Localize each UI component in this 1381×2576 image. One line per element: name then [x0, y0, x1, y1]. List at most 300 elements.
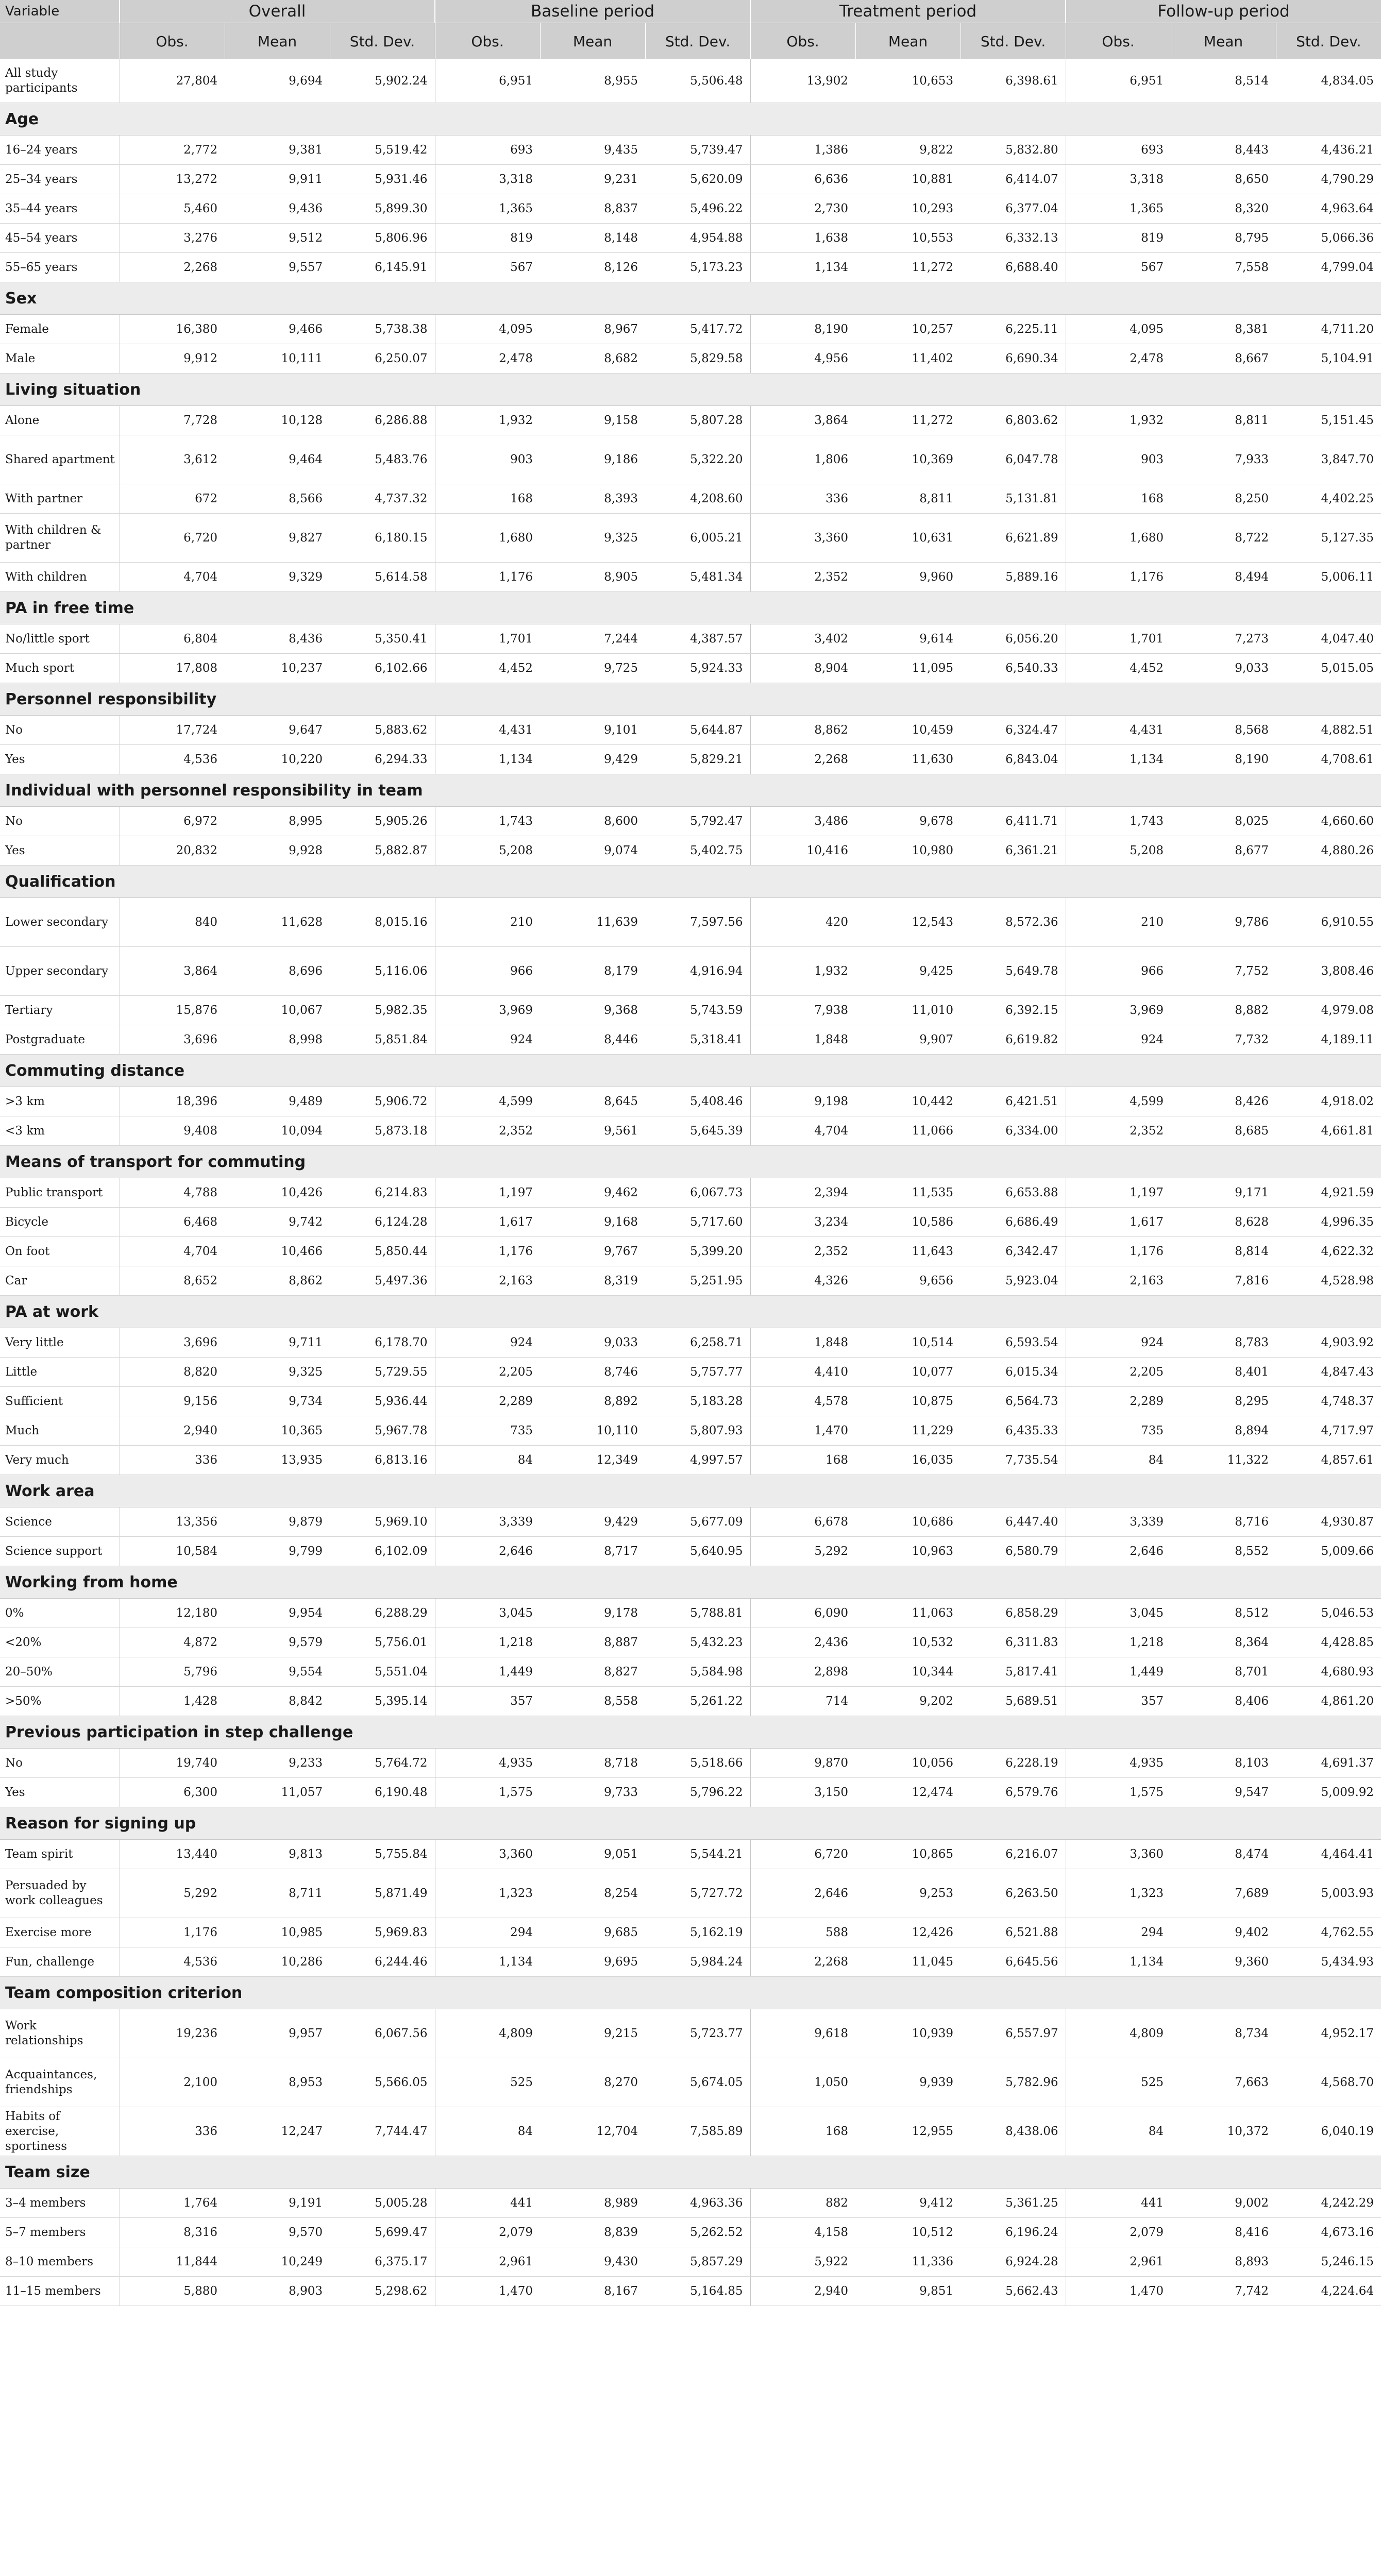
- cell-mean: 7,816: [1171, 1266, 1276, 1296]
- cell-std-dev: 6,621.89: [961, 514, 1066, 563]
- cell-mean: 8,401: [1171, 1358, 1276, 1387]
- cell-obs: 6,972: [120, 807, 225, 836]
- cell-std-dev: 5,519.42: [330, 135, 435, 165]
- cell-mean: 11,010: [855, 996, 961, 1025]
- cell-std-dev: 5,183.28: [645, 1387, 750, 1416]
- cell-obs: 3,360: [750, 514, 855, 563]
- cell-std-dev: 4,882.51: [1276, 716, 1381, 745]
- cell-mean: 10,553: [855, 224, 961, 253]
- cell-std-dev: 4,748.37: [1276, 1387, 1381, 1416]
- cell-std-dev: 5,969.10: [330, 1507, 435, 1537]
- cell-obs: 1,680: [1066, 514, 1171, 563]
- row-label: 5–7 members: [0, 2218, 120, 2247]
- cell-mean: 8,811: [1171, 406, 1276, 435]
- cell-std-dev: 6,910.55: [1276, 898, 1381, 947]
- cell-obs: 4,578: [750, 1387, 855, 1416]
- cell-mean: 10,249: [225, 2247, 330, 2277]
- cell-mean: 8,250: [1171, 484, 1276, 514]
- subheader-mean: Mean: [225, 23, 330, 60]
- cell-obs: 3,360: [435, 1840, 540, 1869]
- cell-mean: 11,095: [855, 654, 961, 683]
- cell-mean: 7,732: [1171, 1025, 1276, 1055]
- subheader-obs: Obs.: [120, 23, 225, 60]
- cell-std-dev: 5,902.24: [330, 59, 435, 103]
- cell-std-dev: 5,496.22: [645, 194, 750, 224]
- row-label: Public transport: [0, 1178, 120, 1208]
- table-row: [0, 654, 1381, 683]
- table-row: [0, 2277, 1381, 2306]
- cell-obs: 9,618: [750, 2009, 855, 2058]
- cell-obs: 1,932: [435, 406, 540, 435]
- cell-obs: 1,449: [1066, 1657, 1171, 1687]
- cell-std-dev: 5,756.01: [330, 1628, 435, 1657]
- cell-std-dev: 5,434.93: [1276, 1947, 1381, 1977]
- cell-std-dev: 6,843.04: [961, 745, 1066, 774]
- cell-obs: 4,788: [120, 1178, 225, 1208]
- cell-mean: 9,957: [225, 2009, 330, 2058]
- cell-std-dev: 5,322.20: [645, 435, 750, 484]
- cell-std-dev: 5,689.51: [961, 1687, 1066, 1716]
- cell-mean: 9,879: [225, 1507, 330, 1537]
- cell-obs: 1,638: [750, 224, 855, 253]
- cell-obs: 357: [1066, 1687, 1171, 1716]
- cell-obs: 6,951: [435, 59, 540, 103]
- cell-mean: 12,349: [540, 1446, 645, 1475]
- row-label: Upper secondary: [0, 947, 120, 996]
- cell-obs: 12,180: [120, 1599, 225, 1628]
- cell-mean: 8,998: [225, 1025, 330, 1055]
- cell-mean: 10,369: [855, 435, 961, 484]
- cell-std-dev: 5,851.84: [330, 1025, 435, 1055]
- cell-obs: 1,176: [435, 1237, 540, 1266]
- cell-std-dev: 5,645.39: [645, 1116, 750, 1146]
- cell-mean: 9,368: [540, 996, 645, 1025]
- cell-obs: 2,730: [750, 194, 855, 224]
- cell-obs: 693: [435, 135, 540, 165]
- cell-std-dev: 5,807.93: [645, 1416, 750, 1446]
- cell-std-dev: 5,432.23: [645, 1628, 750, 1657]
- cell-mean: 8,645: [540, 1087, 645, 1116]
- row-label: Habits of exercise, sportiness: [0, 2107, 120, 2156]
- cell-obs: 1,575: [1066, 1778, 1171, 1807]
- cell-mean: 8,839: [540, 2218, 645, 2247]
- table-row: [0, 1416, 1381, 1446]
- cell-obs: 4,410: [750, 1358, 855, 1387]
- cell-mean: 13,935: [225, 1446, 330, 1475]
- cell-std-dev: 6,690.34: [961, 344, 1066, 374]
- cell-obs: 2,289: [435, 1387, 540, 1416]
- cell-std-dev: 5,674.05: [645, 2058, 750, 2107]
- cell-mean: 9,767: [540, 1237, 645, 1266]
- cell-obs: 1,764: [120, 2189, 225, 2218]
- cell-std-dev: 4,387.57: [645, 624, 750, 654]
- cell-mean: 8,126: [540, 253, 645, 282]
- cell-obs: 3,150: [750, 1778, 855, 1807]
- cell-obs: 2,289: [1066, 1387, 1171, 1416]
- row-label: Very much: [0, 1446, 120, 1475]
- cell-std-dev: 6,411.71: [961, 807, 1066, 836]
- cell-std-dev: 5,905.26: [330, 807, 435, 836]
- row-label: Yes: [0, 745, 120, 774]
- cell-obs: 1,365: [1066, 194, 1171, 224]
- cell-std-dev: 6,540.33: [961, 654, 1066, 683]
- table-row: [0, 1687, 1381, 1716]
- cell-obs: 84: [1066, 2107, 1171, 2156]
- cell-std-dev: 7,597.56: [645, 898, 750, 947]
- table-row: [0, 1358, 1381, 1387]
- cell-obs: 4,431: [435, 716, 540, 745]
- cell-mean: 9,694: [225, 59, 330, 103]
- cell-mean: 7,689: [1171, 1869, 1276, 1918]
- cell-mean: 9,647: [225, 716, 330, 745]
- table-row: [0, 996, 1381, 1025]
- cell-obs: 2,772: [120, 135, 225, 165]
- cell-std-dev: 5,640.95: [645, 1537, 750, 1566]
- cell-obs: 9,156: [120, 1387, 225, 1416]
- category-row: [0, 1807, 1381, 1840]
- cell-obs: 4,704: [750, 1116, 855, 1146]
- cell-std-dev: 6,414.07: [961, 165, 1066, 194]
- cell-std-dev: 5,757.77: [645, 1358, 750, 1387]
- cell-mean: 8,667: [1171, 344, 1276, 374]
- cell-obs: 1,197: [435, 1178, 540, 1208]
- cell-mean: 8,811: [855, 484, 961, 514]
- row-label: With partner: [0, 484, 120, 514]
- category-label: Team size: [0, 2156, 1381, 2189]
- cell-std-dev: 7,585.89: [645, 2107, 750, 2156]
- cell-obs: 2,205: [1066, 1358, 1171, 1387]
- cell-std-dev: 3,808.46: [1276, 947, 1381, 996]
- cell-mean: 9,570: [225, 2218, 330, 2247]
- cell-obs: 20,832: [120, 836, 225, 866]
- cell-std-dev: 5,738.38: [330, 315, 435, 344]
- cell-std-dev: 4,711.20: [1276, 315, 1381, 344]
- cell-std-dev: 5,923.04: [961, 1266, 1066, 1296]
- table-row: [0, 624, 1381, 654]
- cell-mean: 9,928: [225, 836, 330, 866]
- cell-obs: 4,809: [435, 2009, 540, 2058]
- cell-std-dev: 6,015.34: [961, 1358, 1066, 1387]
- table-row: [0, 716, 1381, 745]
- cell-mean: 10,365: [225, 1416, 330, 1446]
- row-label: Female: [0, 315, 120, 344]
- cell-mean: 10,344: [855, 1657, 961, 1687]
- cell-mean: 9,733: [540, 1778, 645, 1807]
- row-label: No: [0, 716, 120, 745]
- cell-obs: 4,809: [1066, 2009, 1171, 2058]
- row-label: 35–44 years: [0, 194, 120, 224]
- cell-mean: 7,273: [1171, 624, 1276, 654]
- cell-mean: 9,656: [855, 1266, 961, 1296]
- cell-std-dev: 6,447.40: [961, 1507, 1066, 1537]
- cell-obs: 3,402: [750, 624, 855, 654]
- cell-mean: 9,253: [855, 1869, 961, 1918]
- cell-mean: 9,827: [225, 514, 330, 563]
- cell-obs: 4,935: [1066, 1749, 1171, 1778]
- cell-obs: 2,100: [120, 2058, 225, 2107]
- cell-obs: 19,740: [120, 1749, 225, 1778]
- category-label: Commuting distance: [0, 1055, 1381, 1087]
- cell-mean: 10,257: [855, 315, 961, 344]
- cell-std-dev: 5,399.20: [645, 1237, 750, 1266]
- category-label: Living situation: [0, 374, 1381, 406]
- cell-mean: 12,704: [540, 2107, 645, 2156]
- cell-obs: 2,079: [435, 2218, 540, 2247]
- cell-std-dev: 6,294.33: [330, 745, 435, 774]
- cell-std-dev: 6,228.19: [961, 1749, 1066, 1778]
- cell-obs: 4,599: [1066, 1087, 1171, 1116]
- cell-std-dev: 4,242.29: [1276, 2189, 1381, 2218]
- row-label: 8–10 members: [0, 2247, 120, 2277]
- cell-std-dev: 8,015.16: [330, 898, 435, 947]
- cell-mean: 9,813: [225, 1840, 330, 1869]
- cell-std-dev: 4,916.94: [645, 947, 750, 996]
- row-label: <3 km: [0, 1116, 120, 1146]
- cell-mean: 10,865: [855, 1840, 961, 1869]
- cell-std-dev: 6,342.47: [961, 1237, 1066, 1266]
- cell-std-dev: 5,506.48: [645, 59, 750, 103]
- cell-mean: 9,329: [225, 563, 330, 592]
- cell-mean: 9,231: [540, 165, 645, 194]
- cell-mean: 11,063: [855, 1599, 961, 1628]
- cell-std-dev: 5,755.84: [330, 1840, 435, 1869]
- cell-mean: 10,512: [855, 2218, 961, 2247]
- cell-obs: 2,646: [750, 1869, 855, 1918]
- cell-mean: 12,955: [855, 2107, 961, 2156]
- cell-obs: 4,536: [120, 1947, 225, 1977]
- subheader-std-dev: Std. Dev.: [961, 23, 1066, 60]
- cell-mean: 7,933: [1171, 435, 1276, 484]
- table-row: [0, 59, 1381, 103]
- cell-mean: 9,002: [1171, 2189, 1276, 2218]
- row-label: No/little sport: [0, 624, 120, 654]
- cell-mean: 9,051: [540, 1840, 645, 1869]
- cell-mean: 11,229: [855, 1416, 961, 1446]
- cell-std-dev: 5,729.55: [330, 1358, 435, 1387]
- category-row: [0, 774, 1381, 807]
- cell-std-dev: 5,807.28: [645, 406, 750, 435]
- cell-mean: 9,911: [225, 165, 330, 194]
- cell-mean: 9,325: [225, 1358, 330, 1387]
- cell-std-dev: 4,680.93: [1276, 1657, 1381, 1687]
- cell-std-dev: 4,903.92: [1276, 1328, 1381, 1358]
- cell-mean: 8,677: [1171, 836, 1276, 866]
- table-row: [0, 484, 1381, 514]
- cell-obs: 4,158: [750, 2218, 855, 2247]
- cell-obs: 966: [435, 947, 540, 996]
- cell-std-dev: 4,762.55: [1276, 1918, 1381, 1947]
- cell-obs: 1,470: [1066, 2277, 1171, 2306]
- cell-std-dev: 5,871.49: [330, 1869, 435, 1918]
- cell-std-dev: 5,717.60: [645, 1208, 750, 1237]
- cell-obs: 903: [435, 435, 540, 484]
- cell-std-dev: 4,661.81: [1276, 1116, 1381, 1146]
- cell-mean: 8,552: [1171, 1537, 1276, 1566]
- cell-std-dev: 6,040.19: [1276, 2107, 1381, 2156]
- cell-obs: 3,969: [1066, 996, 1171, 1025]
- cell-std-dev: 5,782.96: [961, 2058, 1066, 2107]
- cell-mean: 12,426: [855, 1918, 961, 1947]
- cell-std-dev: 4,918.02: [1276, 1087, 1381, 1116]
- cell-obs: 2,940: [120, 1416, 225, 1446]
- cell-mean: 11,402: [855, 344, 961, 374]
- table-row: [0, 2058, 1381, 2107]
- cell-std-dev: 6,579.76: [961, 1778, 1066, 1807]
- cell-std-dev: 6,263.50: [961, 1869, 1066, 1918]
- cell-obs: 5,292: [120, 1869, 225, 1918]
- cell-mean: 9,512: [225, 224, 330, 253]
- cell-std-dev: 4,847.43: [1276, 1358, 1381, 1387]
- cell-mean: 8,814: [1171, 1237, 1276, 1266]
- cell-obs: 9,912: [120, 344, 225, 374]
- row-label: 11–15 members: [0, 2277, 120, 2306]
- cell-mean: 8,882: [1171, 996, 1276, 1025]
- subheader-mean: Mean: [855, 23, 961, 60]
- row-label: On foot: [0, 1237, 120, 1266]
- cell-obs: 168: [750, 2107, 855, 2156]
- cell-std-dev: 4,189.11: [1276, 1025, 1381, 1055]
- cell-std-dev: 6,686.49: [961, 1208, 1066, 1237]
- cell-mean: 10,586: [855, 1208, 961, 1237]
- cell-mean: 9,464: [225, 435, 330, 484]
- cell-std-dev: 6,361.21: [961, 836, 1066, 866]
- cell-obs: 2,163: [435, 1266, 540, 1296]
- cell-mean: 9,325: [540, 514, 645, 563]
- cell-obs: 4,956: [750, 344, 855, 374]
- cell-std-dev: 6,047.78: [961, 435, 1066, 484]
- cell-std-dev: 5,066.36: [1276, 224, 1381, 253]
- cell-obs: 1,932: [750, 947, 855, 996]
- cell-std-dev: 6,521.88: [961, 1918, 1066, 1947]
- cell-std-dev: 5,015.05: [1276, 654, 1381, 683]
- cell-std-dev: 5,873.18: [330, 1116, 435, 1146]
- cell-obs: 3,612: [120, 435, 225, 484]
- row-label: Very little: [0, 1328, 120, 1358]
- cell-mean: 8,364: [1171, 1628, 1276, 1657]
- cell-mean: 10,094: [225, 1116, 330, 1146]
- table-row: [0, 1446, 1381, 1475]
- cell-mean: 9,429: [540, 745, 645, 774]
- cell-std-dev: 5,544.21: [645, 1840, 750, 1869]
- category-label: Team composition criterion: [0, 1977, 1381, 2009]
- cell-mean: 8,837: [540, 194, 645, 224]
- cell-obs: 168: [750, 1446, 855, 1475]
- cell-mean: 8,722: [1171, 514, 1276, 563]
- row-label: 45–54 years: [0, 224, 120, 253]
- cell-obs: 441: [1066, 2189, 1171, 2218]
- cell-mean: 10,286: [225, 1947, 330, 1977]
- row-label: 3–4 members: [0, 2189, 120, 2218]
- cell-std-dev: 5,350.41: [330, 624, 435, 654]
- cell-mean: 10,128: [225, 406, 330, 435]
- cell-std-dev: 5,246.15: [1276, 2247, 1381, 2277]
- cell-std-dev: 6,332.13: [961, 224, 1066, 253]
- cell-mean: 10,532: [855, 1628, 961, 1657]
- cell-obs: 6,720: [120, 514, 225, 563]
- row-label: <20%: [0, 1628, 120, 1657]
- cell-obs: 7,938: [750, 996, 855, 1025]
- cell-obs: 9,198: [750, 1087, 855, 1116]
- cell-obs: 1,470: [750, 1416, 855, 1446]
- category-row: [0, 1977, 1381, 2009]
- cell-std-dev: 5,614.58: [330, 563, 435, 592]
- cell-mean: 10,237: [225, 654, 330, 683]
- table-row: [0, 135, 1381, 165]
- cell-obs: 2,352: [750, 1237, 855, 1266]
- cell-std-dev: 5,924.33: [645, 654, 750, 683]
- cell-std-dev: 5,984.24: [645, 1947, 750, 1977]
- row-label: Car: [0, 1266, 120, 1296]
- cell-std-dev: 5,982.35: [330, 996, 435, 1025]
- cell-std-dev: 6,858.29: [961, 1599, 1066, 1628]
- cell-mean: 8,892: [540, 1387, 645, 1416]
- table-row: [0, 2189, 1381, 2218]
- cell-obs: 357: [435, 1687, 540, 1716]
- cell-mean: 10,980: [855, 836, 961, 866]
- cell-mean: 11,322: [1171, 1446, 1276, 1475]
- cell-std-dev: 6,813.16: [330, 1446, 435, 1475]
- cell-obs: 1,197: [1066, 1178, 1171, 1208]
- cell-obs: 924: [435, 1328, 540, 1358]
- cell-obs: 3,486: [750, 807, 855, 836]
- cell-obs: 13,902: [750, 59, 855, 103]
- cell-std-dev: 5,104.91: [1276, 344, 1381, 374]
- cell-obs: 8,820: [120, 1358, 225, 1387]
- table-row: [0, 807, 1381, 836]
- cell-mean: 9,171: [1171, 1178, 1276, 1208]
- cell-std-dev: 5,739.47: [645, 135, 750, 165]
- cell-std-dev: 4,979.08: [1276, 996, 1381, 1025]
- table-row: [0, 1116, 1381, 1146]
- cell-mean: 10,631: [855, 514, 961, 563]
- cell-std-dev: 5,046.53: [1276, 1599, 1381, 1628]
- cell-mean: 8,717: [540, 1537, 645, 1566]
- cell-std-dev: 5,481.34: [645, 563, 750, 592]
- cell-mean: 8,179: [540, 947, 645, 996]
- cell-mean: 9,579: [225, 1628, 330, 1657]
- cell-mean: 8,795: [1171, 224, 1276, 253]
- cell-obs: 588: [750, 1918, 855, 1947]
- table-row: [0, 435, 1381, 484]
- cell-obs: 1,176: [1066, 1237, 1171, 1266]
- cell-obs: 336: [120, 1446, 225, 1475]
- cell-mean: 8,650: [1171, 165, 1276, 194]
- cell-obs: 1,932: [1066, 406, 1171, 435]
- cell-mean: 9,734: [225, 1387, 330, 1416]
- table-row: [0, 1087, 1381, 1116]
- cell-obs: 1,134: [750, 253, 855, 282]
- cell-obs: 882: [750, 2189, 855, 2218]
- cell-mean: 8,494: [1171, 563, 1276, 592]
- cell-mean: 8,474: [1171, 1840, 1276, 1869]
- cell-std-dev: 4,660.60: [1276, 807, 1381, 836]
- cell-obs: 11,844: [120, 2247, 225, 2277]
- table-row: [0, 1628, 1381, 1657]
- subheader-obs: Obs.: [750, 23, 855, 60]
- cell-mean: 9,101: [540, 716, 645, 745]
- category-row: [0, 1716, 1381, 1749]
- category-label: Working from home: [0, 1566, 1381, 1599]
- cell-mean: 9,685: [540, 1918, 645, 1947]
- cell-mean: 9,430: [540, 2247, 645, 2277]
- cell-obs: 1,176: [120, 1918, 225, 1947]
- cell-obs: 2,646: [1066, 1537, 1171, 1566]
- cell-mean: 9,168: [540, 1208, 645, 1237]
- cell-obs: 840: [120, 898, 225, 947]
- cell-std-dev: 5,483.76: [330, 435, 435, 484]
- table-row: [0, 1178, 1381, 1208]
- row-label: Persuaded by work colleagues: [0, 1869, 120, 1918]
